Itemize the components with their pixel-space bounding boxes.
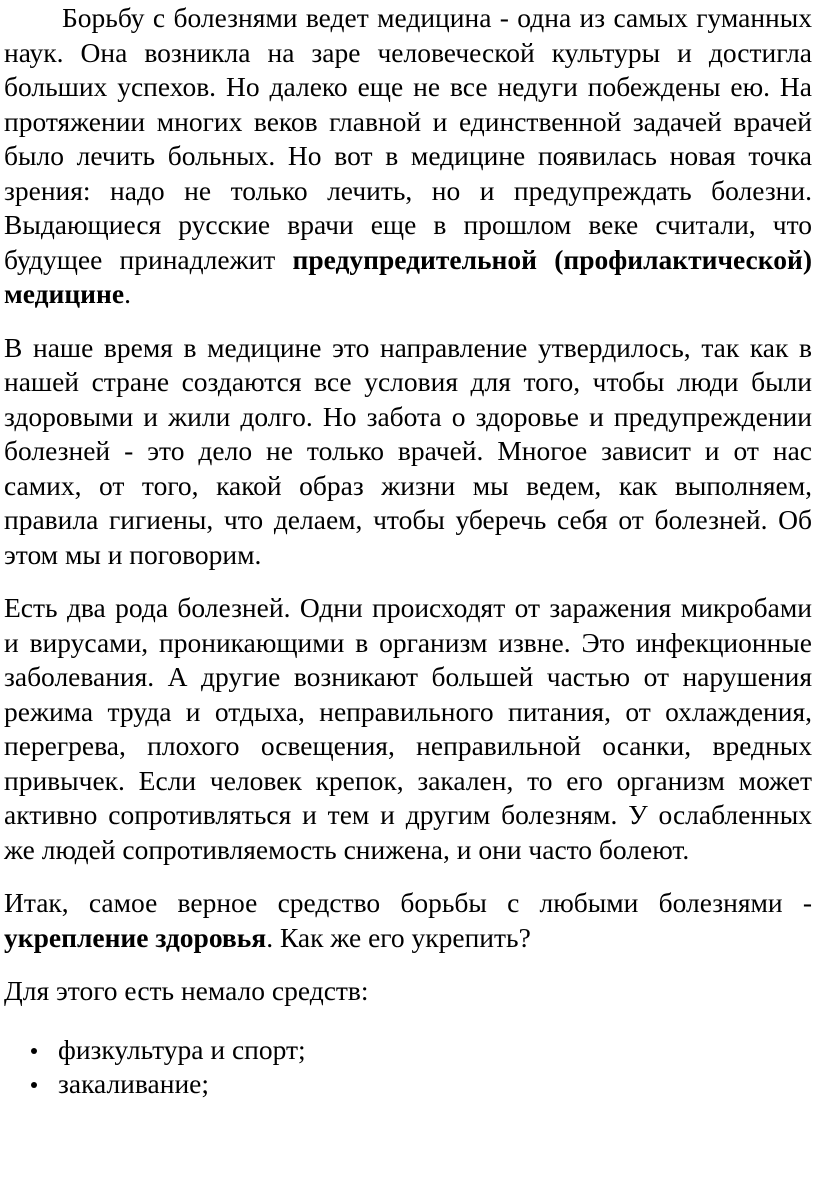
paragraph-means-intro <box>4 974 812 1009</box>
list-item <box>4 1033 812 1068</box>
document-page <box>4 0 812 1102</box>
paragraph-strengthening-text: Итак, самое верное средство борьбы с любыми болезнями - <box>4 887 812 918</box>
paragraph-strengthening-bold: укрепление здоровья <box>4 921 267 953</box>
paragraph-modern-times <box>4 331 812 573</box>
paragraph-strengthening <box>4 886 812 955</box>
paragraph-intro <box>4 0 812 312</box>
paragraph-intro-end: . <box>124 278 131 309</box>
paragraph-means-intro-text: Для этого есть немало средств: <box>4 975 369 1006</box>
means-list <box>4 1033 812 1102</box>
bullet-icon <box>31 1082 37 1088</box>
paragraph-disease-types-text: Есть два рода болезней. Одни происходят от заражения микробами и вирусами, проникающими в организм извне. Это инфекционные заболевания. А другие возникают большей частью от нарушения режима труда и отдыха, неправильного питания, от охлаждения, перегрева, плохого освещения, неправильной осанки, вредных привычек. Если человек крепок, закален, то его организм может активно сопротивляться и тем и другим болезням. У ослабленных же людей сопротивляемость снижена, и они часто болеют. <box>4 592 812 865</box>
bullet-icon <box>31 1048 37 1054</box>
paragraph-intro-bold: предупредительной (профилактической) медицине <box>4 243 812 309</box>
paragraph-modern-times-text: В наше время в медицине это направление утвердилось, так как в нашей стране создаются все условия для того, чтобы люди были здоровыми и жили долго. Но забота о здоровье и предупреждении болезней - это дело не только врачей. Многое зависит и от нас самих, от того, какой образ жизни мы ведем, как выполняем, правила гигиены, что делаем, чтобы уберечь себя от болезней. Об этом мы и поговорим. <box>4 331 812 570</box>
list-item <box>4 1067 812 1102</box>
paragraph-disease-types <box>4 591 812 867</box>
list-item-label: физкультура и спорт; <box>58 1033 306 1065</box>
list-item-label: закаливание; <box>58 1068 210 1099</box>
paragraph-strengthening-end: . Как же его укрепить? <box>266 921 531 953</box>
paragraph-intro-text: Борьбу с болезнями ведет медицина - одна из самых гуманных наук. Она возникла на заре человеческой культуры и достигла больших успехов. Но далеко еще не все недуги побеждены ею. На протяжении многих веков главной и единственной задачей врачей было лечить больных. Но вот в медицине появилась новая точка зрения: надо не только лечить, но и предупреждать болезни. Выдающиеся русские врачи еще в прошлом веке считали, что будущее принадлежит <box>4 2 812 275</box>
